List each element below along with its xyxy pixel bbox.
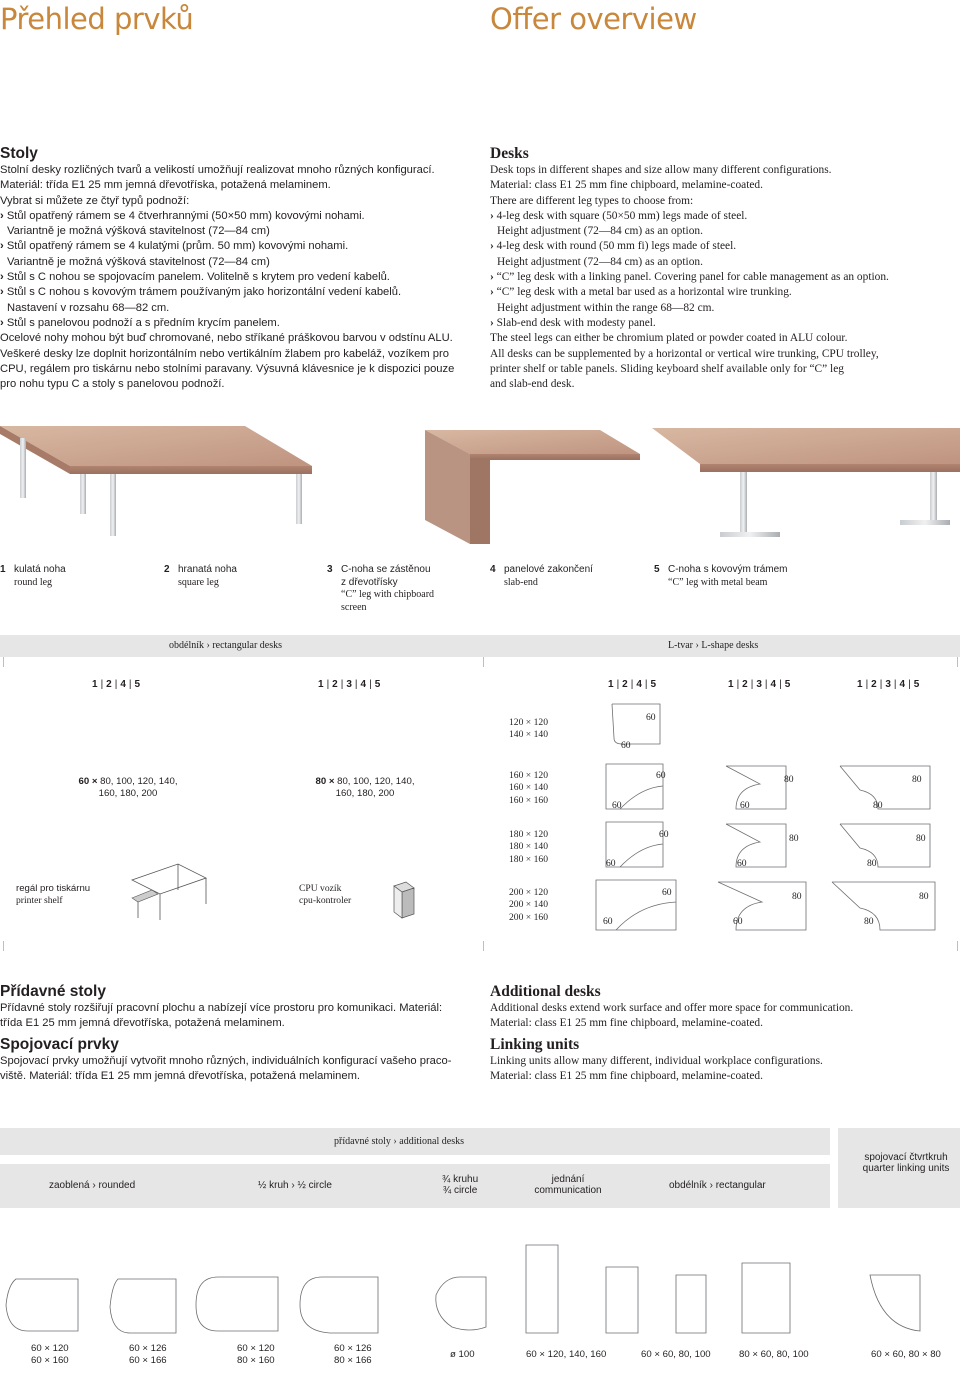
leg-number: 2 [742,679,748,690]
desk-photo-strip [0,424,960,544]
additional-band-label: přídavné stoly › additional desks [334,1136,464,1147]
page-title-cz: Přehled prvků [0,2,194,36]
desks-cz-section [0,145,475,392]
additional-cz-section [0,983,475,1084]
desks-cz-line: Stolní desky rozličných tvarů a velikostí umožňují realizovat mnoho různých konfigurací. [0,164,435,176]
desks-en-section [490,145,960,392]
desks-en-para: and slab-end desk. [490,378,575,391]
bottom-size: 80 × 60, 80, 100 [739,1349,809,1360]
desks-en-sub: Height adjustment (72—84 cm) as an option. [497,255,703,268]
bottom-size: 60 × 120, 140, 160 [526,1349,607,1360]
bottom-size: 60 × 120 80 × 160 [237,1343,275,1367]
lshape-dim: 60 [733,916,743,927]
linking-en-line: Material: class E1 25 mm fine chipboard, melamine-coated. [490,1069,763,1082]
desks-en-line: There are different leg types to choose from: [490,194,694,207]
legset-l-3: 1 | 2 | 3 | 4 | 5 [857,679,920,690]
desks-cz-sub: Variantně je možná výšková stavitelnost (72—84 cm) [7,225,270,238]
linking-cz-heading: Spojovací prvky [0,1035,119,1053]
desks-cz-line: Vybrat si můžete ze čtyř typů podnoží: [0,194,190,207]
lshape-dim: 60 [606,858,616,869]
desks-en-para: The steel legs can either be chromium plated or powder coated in ALU colour. [490,332,848,345]
additional-en-heading: Additional desks [490,983,601,1000]
shape-rectangular [606,1263,790,1333]
lshape-dim: 60 [662,887,672,898]
bottom-size: ø 100 [450,1349,475,1360]
leg-number: 1 [608,679,614,690]
linking-en-line: Linking units allow many different, individual workplace configurations. [490,1054,823,1067]
linking-cz-line: viště. Materiál: třída E1 25 mm jemná dřevotříska, potažená melaminem. [0,1069,361,1082]
lshape-dim: 80 [792,891,802,902]
leg-number: 5 [374,679,381,690]
leg-number: 1 [318,679,324,690]
desks-en-para: All desks can be supplemented by a horizontal or vertical wire trunking, CPU trolley, [490,347,879,360]
leg-number: 1 [728,679,734,690]
printer-shelf-label: regál pro tiskárnu printer shelf [16,883,91,907]
desks-cz-bullet: › Stůl s panelovou podnoží a s předním krycím panelem. [0,316,475,331]
cat-rectangular: obdélník › rectangular [669,1180,766,1191]
legset-rect-80: 1 | 2 | 3 | 4 | 5 [318,679,381,690]
band-rectangular-label: obdélník › rectangular desks [169,640,283,651]
leg-number: 5 [784,679,791,690]
cpu-trolley-label: CPU vozík cpu-kontroler [299,883,352,907]
desk-photo-slab-end [425,430,640,544]
additional-en-section [490,983,960,1084]
shape-three-quarter [436,1277,486,1330]
desks-en-line: Material: class E1 25 mm fine chipboard, melamine-coated. [490,179,763,192]
cat-rounded: zaoblená › rounded [49,1180,136,1191]
leg-number: 2 [622,679,628,690]
cat-three-quarter: ¾ kruhu ¾ circle [442,1174,479,1196]
additional-shapes [0,1215,960,1340]
leg-number: 2 [106,679,112,690]
desks-cz-bullet: › Stůl opatřený rámem se 4 čtverhrannými (50×50 mm) kovovými nohami. [0,209,475,224]
desks-cz-sub: Variantně je možná výšková stavitelnost (72—84 cm) [7,255,270,268]
rect-size-60: 60 × 80, 100, 120, 140, 160, 180, 200 [78,776,178,800]
shape-communication [526,1245,558,1333]
desks-cz-para: Ocelové nohy mohou být buď chromované, nebo stříkané práškovou barvou v odstínu ALU. [0,332,453,345]
leg-number: 5 [650,679,657,690]
leg-number: 4 [636,679,642,690]
cat-half-circle: ½ kruh › ½ circle [258,1180,332,1191]
leg-number: 4 [120,679,126,690]
lshape-sizes-row-2: 160 × 120 160 × 140 160 × 160 [509,770,548,806]
lshape-dim: 80 [873,800,883,811]
legset-l-1: 1 | 2 | 4 | 5 [608,679,657,690]
lshape-sizes-row-3: 180 × 120 180 × 140 180 × 160 [509,829,548,865]
leg-number: 2 [332,679,338,690]
linking-en-heading: Linking units [490,1035,580,1053]
desks-cz-para: CPU, regálem pro tiskárnu nebo stolními paravany. Výsuvná klávesnice je k dispozici pouze [0,362,455,375]
leg-number: 2 [871,679,877,690]
desk-photo-c-leg [652,428,960,537]
leg-number: 4 [899,679,906,690]
additional-en-line: Material: class E1 25 mm fine chipboard, melamine-coated. [490,1017,763,1030]
desks-en-bullet: › 4-leg desk with round (50 mm fi) legs made of steel. [490,239,960,254]
desks-cz-bullet: › Stůl opatřený rámem se 4 kulatými (prům. 50 mm) kovovými nohami. [0,239,475,254]
desks-cz-bullet: › Stůl s C nohou s kovovým trámem používaným jako horizontální vedení kabelů. [0,285,475,300]
lshape-diagrams [0,700,960,940]
bottom-size: 60 × 60, 80, 100 [641,1349,711,1360]
lshape-dim: 80 [784,774,794,785]
shape-quarter-linking [870,1275,920,1331]
desks-en-sub: Height adjustment (72—84 cm) as an option. [497,225,703,238]
desks-cz-heading: Stoly [0,145,38,162]
bottom-size: 60 × 126 60 × 166 [129,1343,167,1367]
desks-en-bullet: › 4-leg desk with square (50×50 mm) legs made of steel. [490,209,960,224]
lshape-dim: 60 [646,712,656,723]
desks-en-sub: Height adjustment within the range 68—82 cm. [497,301,715,314]
leg-number: 5 [913,679,920,690]
desks-en-bullet: › “C” leg desk with a linking panel. Covering panel for cable management as an option. [490,270,960,285]
desk-type-band [0,635,960,657]
shape-rounded [6,1279,176,1333]
page-title-en: Offer overview [490,2,697,36]
leg-number: 3 [756,679,762,690]
desks-en-bullet: › “C” leg desk with a metal bar used as a horizontal wire trunking. [490,285,960,300]
desks-cz-sub: Nastavení v rozsahu 68—82 cm. [7,301,170,314]
legset-l-2: 1 | 2 | 3 | 4 | 5 [728,679,791,690]
leg-number: 4 [770,679,777,690]
desks-en-line: Desk tops in different shapes and size allow many different configurations. [490,164,832,176]
cat-communication: jednání communication [534,1174,602,1196]
leg-number: 3 [885,679,891,690]
desk-photo-round-leg [0,426,312,536]
desks-cz-para: Veškeré desky lze doplnit horizontálním nebo vertikálním žlabem pro kabeláž, vozíkem pro [0,347,449,360]
leg-number: 1 [92,679,98,690]
bottom-size: 60 × 60, 80 × 80 [871,1349,941,1360]
leg-number: 1 [857,679,863,690]
leg-number: 3 [346,679,352,690]
lshape-dim: 80 [867,858,877,869]
bottom-size: 60 × 126 80 × 166 [334,1343,372,1367]
desks-en-para: printer shelf or table panels. Sliding keyboard shelf available only for “C” leg [490,362,844,375]
lshape-sizes-row-1: 120 × 120 140 × 140 [509,717,548,741]
legset-rect-60: 1 | 2 | 4 | 5 [92,679,141,690]
lshape-dim: 80 [916,833,926,844]
desks-en-heading: Desks [490,145,529,162]
leg-number: 5 [134,679,141,690]
lshape-dim: 60 [659,829,669,840]
bottom-size: 60 × 120 60 × 160 [31,1343,69,1367]
leg-number: 4 [360,679,367,690]
lshape-dim: 60 [621,740,631,751]
additional-cz-heading: Přídavné stoly [0,983,106,1000]
lshape-dim: 60 [656,770,666,781]
lshape-dim: 80 [864,916,874,927]
desks-cz-line: Materiál: třída E1 25 mm jemná dřevotříska, potažená melaminem. [0,179,331,192]
additional-cz-line: třída E1 25 mm jemná dřevotříska, potažená melaminem. [0,1017,285,1030]
shape-half-circle [196,1277,378,1333]
desks-cz-para: pro nohu typu C a stoly s panelovou podnoží. [0,378,225,391]
lshape-dim: 60 [612,800,622,811]
additional-cz-line: Přídavné stoly rozšiřují pracovní plochu a nabízejí více prostoru pro komunikaci. Materiál: [0,1002,443,1014]
rect-size-80: 80 × 80, 100, 120, 140, 160, 180, 200 [315,776,415,800]
desks-cz-bullet: › Stůl s C nohou se spojovacím panelem. Volitelně s krytem pro vedení kabelů. [0,270,475,285]
lshape-sizes-row-4: 200 × 120 200 × 140 200 × 160 [509,887,548,923]
lshape-dim: 60 [737,858,747,869]
lshape-dim: 60 [603,916,613,927]
desks-en-bullet: › Slab-end desk with modesty panel. [490,316,960,331]
linking-cz-line: Spojovací prvky umožňují vytvořit mnoho různých, individuálních konfigurací vašeho praco- [0,1054,452,1067]
lshape-dim: 80 [919,891,929,902]
cat-quarter-linking: spojovací čtvrtkruh quarter linking units [862,1152,950,1174]
lshape-dim: 80 [912,774,922,785]
lshape-dim: 80 [789,833,799,844]
additional-en-line: Additional desks extend work surface and offer more space for communication. [490,1002,854,1014]
band-lshape-label: L-tvar › L-shape desks [668,640,759,651]
lshape-dim: 60 [740,800,750,811]
